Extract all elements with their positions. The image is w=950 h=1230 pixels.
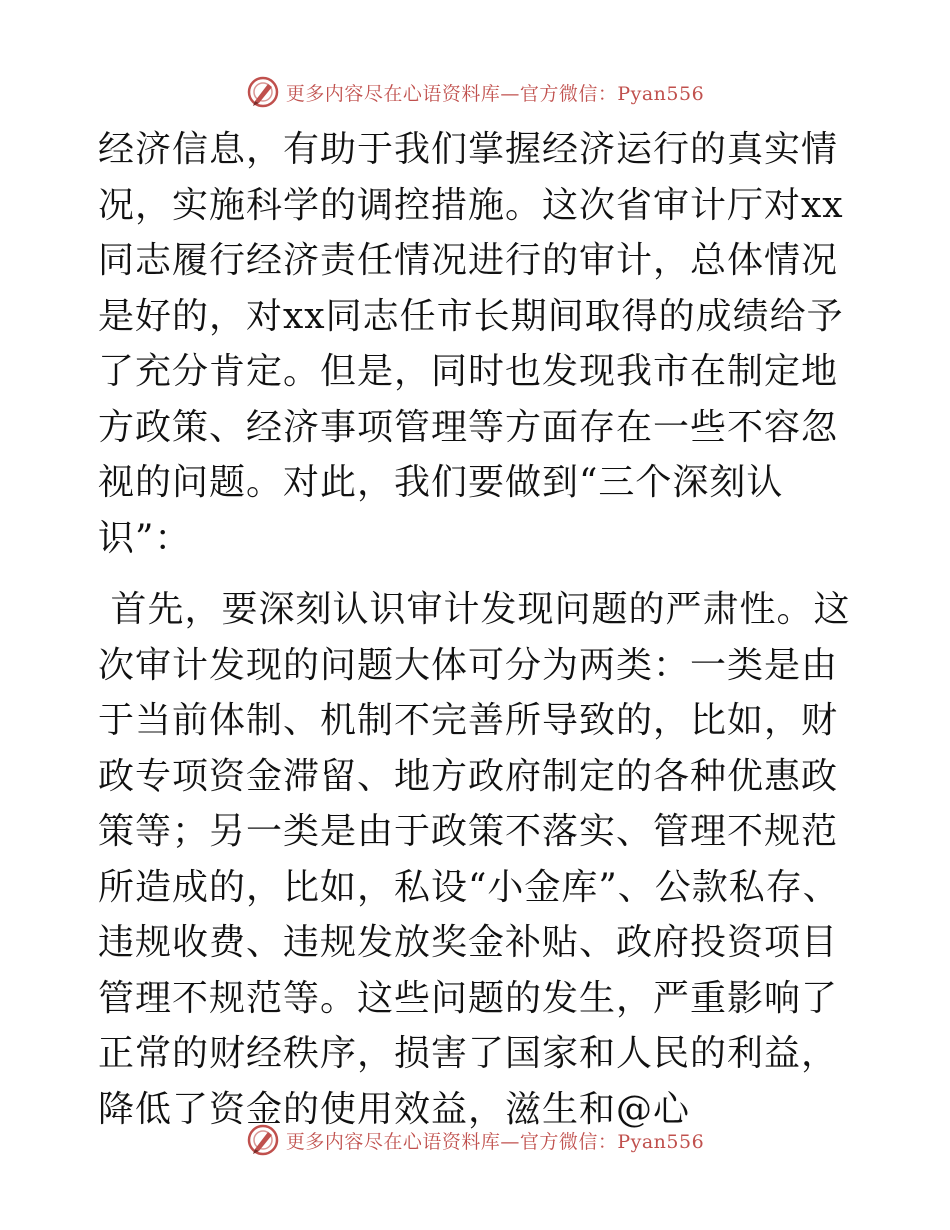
header-banner [0, 72, 950, 112]
pen-logo-icon [246, 1123, 280, 1157]
footer-banner-text: 更多内容尽在心语资料库—官方微信：Pyan556 [285, 1130, 705, 1153]
paragraph-2: 首先，要深刻认识审计发现问题的严肃性。这次审计发现的问题大体可分为两类：一类是由于当前体制、机制不完善所导致的，比如，财政专项资金滞留、地方政府制定的各种优惠政策等；另一类是由于政策不落实、管理不规范所造成的，比如，私设“小金库”、公款私存、违规收费、违规发放奖金补贴、政府投资项目管理不规范等。这些问题的发生，严重影响了正常的财经秩序，损害了国家和人民的利益，降低了资金的使用效益，滋生和@心 [98, 589, 851, 1130]
paragraph-1: 经济信息，有助于我们掌握经济运行的真实情况，实施科学的调控措施。这次省审计厅对xx同志履行经济责任情况进行的审计，总体情况是好的，对xx同志任市长期间取得的成绩给予了充分肯定。但是，同时也发现我市在制定地方政策、经济事项管理等方面存在一些不容忽视的问题。对此，我们要做到“三个深刻认识”： [98, 129, 844, 559]
header-banner-text: 更多内容尽在心语资料库—官方微信：Pyan556 [285, 82, 705, 105]
pen-logo-icon [246, 75, 280, 109]
document-body [98, 122, 858, 1137]
footer-banner [0, 1120, 950, 1160]
